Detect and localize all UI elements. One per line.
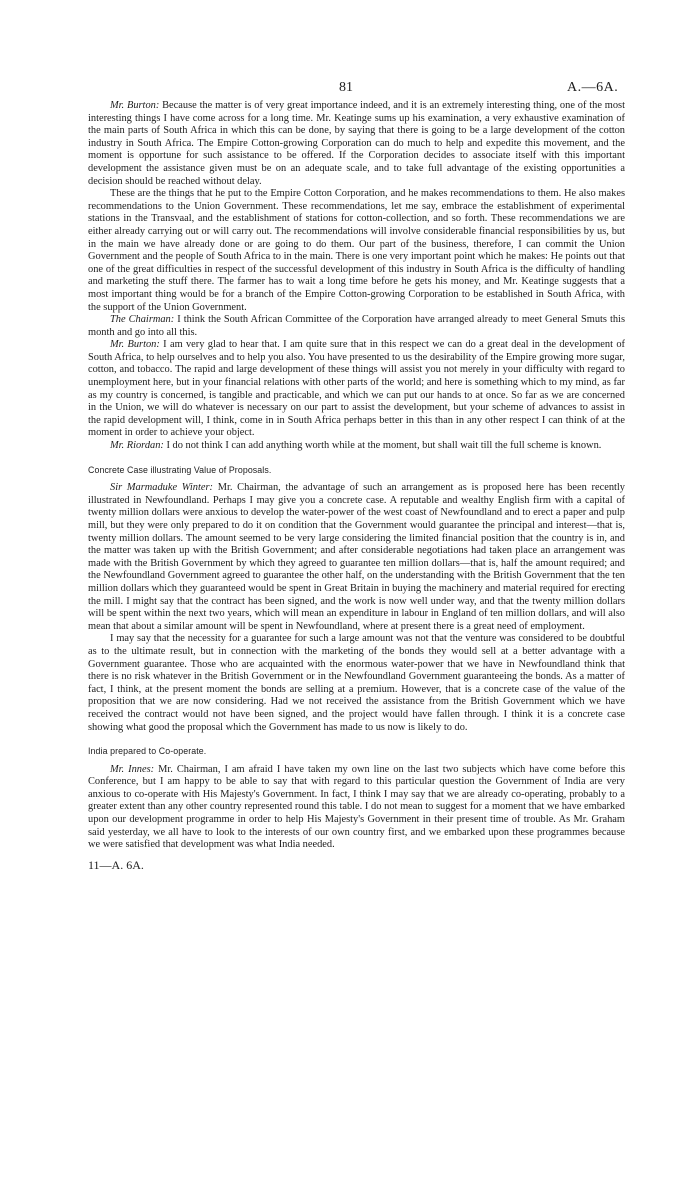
paragraph-text: Mr. Chairman, the advantage of such an arrangement as is proposed here has been recently illustrated in Newfoundland. Perhaps I may give you a concrete case. A reputable and wealthy English firm with a capital of twenty million dollars were anxious to develop the water-power of the west coast of Newfoundland and to erect a paper and pulp mill, but they were only prepared to do it on condition that the Government would guarantee the principal and interest—that is, twenty million dollars. The amount seemed to be very large considering the limited financial position that the country is in, and the matter was taken up with the British Government; and after considerable negotiations had taken place an arrangement was made with the British Government by which they agreed to guarantee ten million dollars—that is, half the amount required; and the Newfoundland Government agreed to guarantee the other half, on the understanding with the British Government that the ten million dollars which they guaranteed would be spent in Great Britain in buying the machinery and material required for erecting the mill. I might say that the contract has been signed, and the work is now well under way, and that the twenty million dollars will be spent within the next two years, which will mean an expenditure in labour in England of ten million dollars, and will also mean that about a similar amount will be spent in Newfoundland, where at present there is a great need of employment. [88, 482, 625, 632]
paragraph [88, 100, 625, 188]
document-body [88, 100, 625, 871]
speaker-name: Mr. Innes: [110, 763, 155, 775]
paragraph [88, 633, 625, 734]
paragraph-text: Mr. Chairman, I am afraid I have taken my own line on the last two subjects which have come before this Conference, but I am happy to be able to say that with regard to this particular question the Government of India are very anxious to co-operate with His Majesty's Government. In fact, I think I may say that we are already co-operating, probably to a greater extent than any other country represented round this table. I do not mean to suggest for a moment that we have embarked upon our development programme in order to help His Majesty's Government in their present time of trouble. As Mr. Graham said yesterday, we all have to look to the interests of our own country first, and we embarked upon these programmes because we were satisfied that development was what India needed. [88, 763, 625, 851]
paragraph-text: These are the things that he put to the Empire Cotton Corporation, and he makes recommendations to them. He also makes recommendations to the Union Government. These recommendations, let me say, embrace the establishment of experimental stations in the Transvaal, and the establishment of stations for cotton-collection, and so forth. These recommendations we are either already carrying out or will carry out. The recommendations will involve considerable financial responsibilities by us, but in the main we have already done or are going to do them. Our part of the business, therefore, I can commit the Union Government and the people of South Africa to in the main. There is one very important point which he makes: He points out that one of the great difficulties in respect of the successful development of this industry in South Africa is the difficulty of handling and marketing the stuff there. The farmer has to wait a long time before he gets his money, and Mr. Keatinge suggests that a most important thing would be for a branch of the Empire Cotton-growing Corporation to be established in South Africa, with the support of the Union Government. [88, 188, 625, 313]
paragraph [88, 188, 625, 314]
paragraph-text: I may say that the necessity for a guarantee for such a large amount was not that the venture was considered to be doubtful as to the ultimate result, but in connection with the marketing of the bonds they would sell at a better advantage with a Government guarantee. Those who are acquainted with the enormous water-power that we have in Newfoundland think that there is no risk whatever in the British Government or in the Newfoundland Government guaranteeing the bonds. As a matter of fact, I think, at the present moment the bonds are selling at a premium. However, that is a concrete case of the value of the proposition that we are now considering. Had we not received the assistance from the British Government which we have received the contract would not have been signed, and the project would have fallen through. I think it is a concrete case showing what good the proposal which the Government has made to us now is likely to do. [88, 633, 625, 733]
speaker-name: Mr. Riordan: [110, 440, 164, 452]
paragraph-text: I think the South African Committee of the Corporation have arranged already to meet General Smuts this month and go into all this. [88, 314, 625, 338]
paragraph-text: Because the matter is of very great importance indeed, and it is an extremely interesting thing, one of the most interesting things I have come across for a long time. Mr. Keatinge sums up his examination, a very exhaustive examination of the main parts of South Africa in which this can be done, by saying that there is going to be a large development of the cotton industry in South Africa. The Empire Cotton-growing Corporation can do much to help and expedite this movement, and the moment is opportune for such assistance to be offered. If the Corporation decides to associate itself with this important development the assistance given must be on an adequate scale, and to take full advantage of the existing opportunities a decision should be reached without delay. [88, 100, 625, 187]
speaker-name: Mr. Burton: [110, 339, 160, 351]
speaker-name: The Chairman: [110, 314, 175, 326]
paragraph [88, 440, 625, 453]
document-reference: A.—6A. [567, 80, 619, 95]
section-heading: Concrete Case illustrating Value of Proposals. [88, 464, 272, 475]
paragraph [88, 482, 625, 633]
section-heading: India prepared to Co-operate. [88, 746, 207, 757]
paragraph-text: I am very glad to hear that. I am quite sure that in this respect we can do a great deal in the development of South Africa, to help ourselves and to help you also. You have presented to us the desirability of the Empire growing more sugar, cotton, and tobacco. The rapid and large development of these things will assist you not merely in your difficulty with regard to unemployment here, but in your financial relations with other parts of the world; and here is something which to my mind, as far as my country is concerned, is tangible and practicable, and which we can put our hands to at once. So far as we are concerned in the Union, we will do whatever is necessary on our part to assist the development, but your scheme of advances to assist in the rapid development will, I think, come in in South Africa perhaps better in this than in any other respect I can think of at the moment in order to achieve your object. [88, 339, 625, 439]
page-number: 81 [339, 80, 353, 95]
paragraph [88, 339, 625, 440]
speaker-name: Sir Marmaduke Winter: [110, 482, 213, 494]
paragraph [88, 764, 625, 852]
paragraph-text: I do not think I can add anything worth while at the moment, but shall wait till the full scheme is known. [163, 440, 602, 452]
speaker-name: Mr. Burton: [110, 100, 160, 111]
paragraph [88, 314, 625, 339]
signature-mark: 11—A. 6A. [88, 857, 144, 872]
